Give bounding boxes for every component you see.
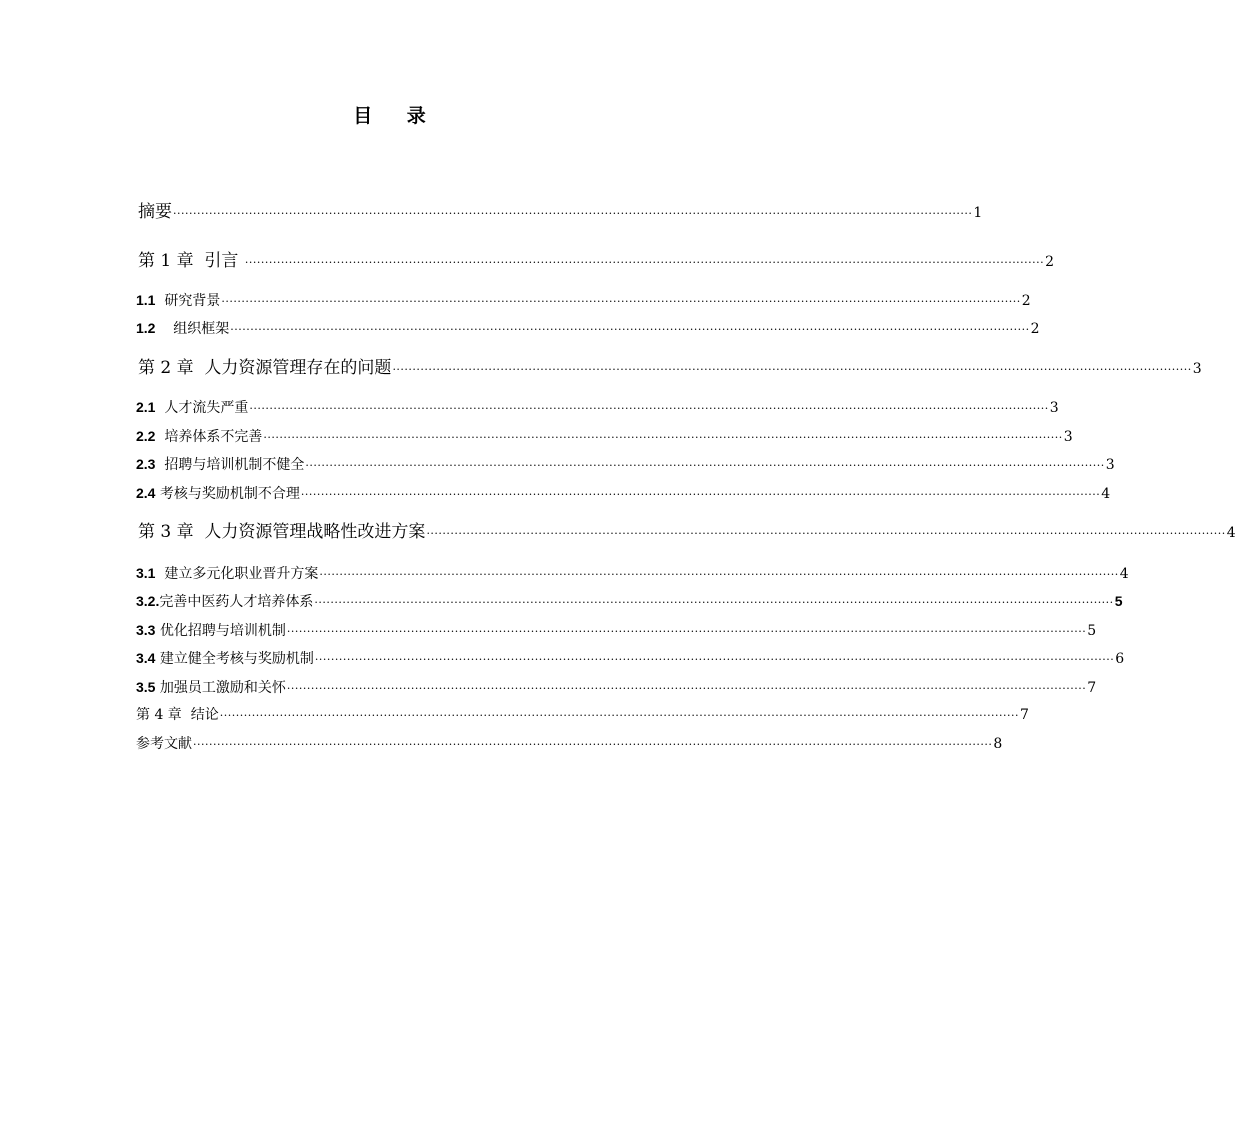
toc-leader: ········································································································································································································ xyxy=(230,323,1030,336)
toc-entry-text: 组织框架 xyxy=(155,321,230,337)
toc-entry[interactable] xyxy=(136,426,1073,448)
toc-entry[interactable] xyxy=(136,591,1123,613)
toc-leader: ········································································································································································································ xyxy=(219,709,1020,722)
toc-entry-text: 培养体系不完善 xyxy=(155,429,263,445)
toc-entry-page: 2 xyxy=(1030,321,1040,337)
toc-entry-page: 3 xyxy=(1192,361,1202,377)
toc-entry[interactable] xyxy=(138,200,983,226)
toc-leader: ········································································································································································································ xyxy=(173,207,973,220)
toc-entry-number: 2.4 xyxy=(136,485,156,501)
toc-entry-text: 第 4 章 结论 xyxy=(136,707,219,723)
toc-entry-text: 建立健全考核与奖励机制 xyxy=(155,651,314,667)
toc-entry-text: 人才流失严重 xyxy=(155,400,249,416)
toc-entry-page: 2 xyxy=(1045,254,1055,270)
toc-entry-text: 第 3 章 人力资源管理战略性改进方案 xyxy=(138,522,426,542)
toc-entry[interactable] xyxy=(136,734,1003,755)
toc-entry[interactable] xyxy=(136,318,1040,340)
toc-entry[interactable] xyxy=(138,520,1236,546)
toc-entry-text: 优化招聘与培训机制 xyxy=(155,623,286,639)
toc-leader: ········································································································································································································ xyxy=(300,488,1101,501)
toc-entry-page: 4 xyxy=(1119,566,1129,582)
toc-entry[interactable] xyxy=(136,483,1111,505)
toc-entry-page: 6 xyxy=(1115,651,1125,667)
toc-entry-page: 2 xyxy=(1021,293,1031,309)
toc-leader: ········································································································································································································ xyxy=(286,682,1087,695)
toc-entry-page: 3 xyxy=(1105,457,1115,473)
toc-entry-number: 3.5 xyxy=(136,679,156,695)
toc-entry-page: 5 xyxy=(1114,593,1123,609)
toc-leader: ········································································································································································································ xyxy=(314,653,1115,666)
toc-entry-number: 1.1 xyxy=(136,292,156,308)
toc-entry-text: 第 2 章 人力资源管理存在的问题 xyxy=(138,358,392,378)
toc-entry-number: 3.4 xyxy=(136,650,156,666)
toc-entry-text: 研究背景 xyxy=(155,293,221,309)
toc-entry[interactable] xyxy=(138,249,1055,275)
toc-entry-text: 建立多元化职业晋升方案 xyxy=(155,566,319,582)
toc-entry-number: 2.3 xyxy=(136,456,156,472)
toc-entry-number: 2.1 xyxy=(136,399,156,415)
toc-entry[interactable] xyxy=(136,677,1097,699)
toc-entry-page: 7 xyxy=(1087,680,1097,696)
toc-leader: ········································································································································································································ xyxy=(314,596,1114,609)
toc-entry-text: 加强员工激励和关怀 xyxy=(155,680,286,696)
toc-entry[interactable] xyxy=(136,454,1115,476)
toc-leader: ········································································································································································································ xyxy=(426,527,1226,540)
toc-leader: ········································································································································································································ xyxy=(263,431,1063,444)
toc-entry-page: 1 xyxy=(973,205,983,221)
toc-leader: ········································································································································································································ xyxy=(221,295,1021,308)
toc-entry-page: 4 xyxy=(1226,525,1236,541)
toc-entry-text: 考核与奖励机制不合理 xyxy=(155,486,300,502)
toc-entry-page: 3 xyxy=(1049,400,1059,416)
toc-entry-text: 参考文献 xyxy=(136,736,192,752)
toc-entry-text: 第 1 章 引言 xyxy=(138,251,244,271)
toc-entry-number: 3.1 xyxy=(136,565,156,581)
toc-entry[interactable] xyxy=(136,620,1097,642)
toc-leader: ········································································································································································································ xyxy=(319,568,1119,581)
toc-entry[interactable] xyxy=(136,563,1129,585)
toc-entry-number: 1.2 xyxy=(136,320,156,336)
toc-entry-number: 2.2 xyxy=(136,428,156,444)
toc-entry[interactable] xyxy=(136,397,1059,419)
toc-title: 目 录 xyxy=(353,105,440,127)
toc-entry-page: 7 xyxy=(1020,707,1029,723)
toc-leader: ········································································································································································································ xyxy=(193,738,993,751)
toc-entry-number: 3.3 xyxy=(136,622,156,638)
toc-entry-text: 摘要 xyxy=(138,202,172,222)
toc-leader: ········································································································································································································ xyxy=(244,256,1045,269)
toc-leader: ········································································································································································································ xyxy=(249,402,1049,415)
toc-entry-number: 3.2. xyxy=(136,593,160,609)
toc-entry-page: 4 xyxy=(1101,486,1111,502)
toc-entry[interactable] xyxy=(138,356,1202,382)
toc-entry-text: 完善中医药人才培养体系 xyxy=(159,594,314,610)
toc-entry-page: 3 xyxy=(1063,429,1073,445)
toc-entry-page: 5 xyxy=(1087,623,1097,639)
toc-entry[interactable] xyxy=(136,705,1029,726)
toc-entry-page: 8 xyxy=(993,736,1003,752)
toc-leader: ········································································································································································································ xyxy=(392,363,1192,376)
toc-entry[interactable] xyxy=(136,290,1031,312)
toc-leader: ········································································································································································································ xyxy=(305,459,1105,472)
toc-leader: ········································································································································································································ xyxy=(286,625,1087,638)
toc-entry[interactable] xyxy=(136,648,1125,670)
toc-entry-text: 招聘与培训机制不健全 xyxy=(155,457,305,473)
